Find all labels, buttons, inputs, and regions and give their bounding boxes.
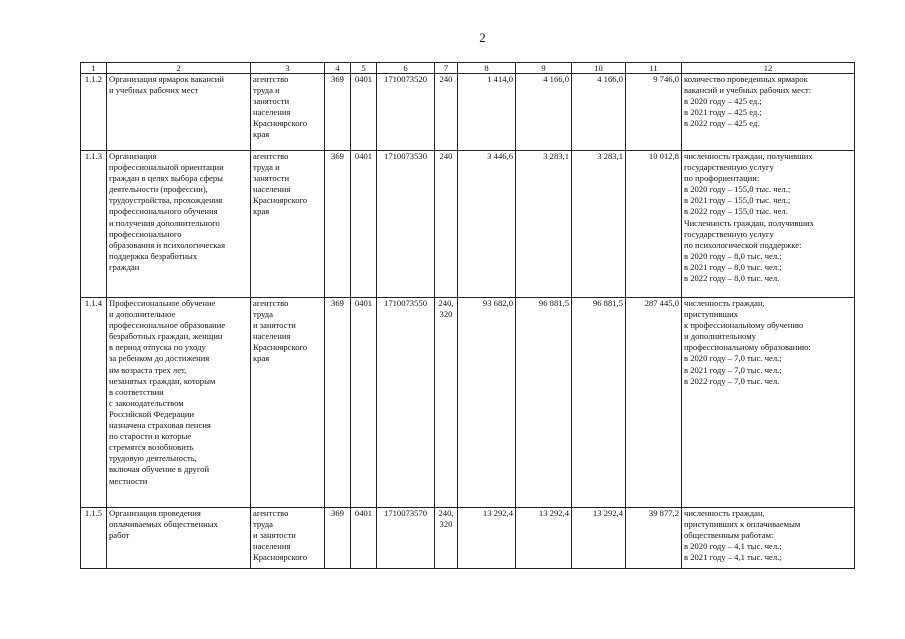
responsible-agency: агентство труда и занятости населения Красноярского <box>251 508 325 569</box>
row-number: 1.1.3 <box>81 151 107 298</box>
column-header: 4 <box>325 63 351 74</box>
code-grbs: 369 <box>325 298 351 508</box>
expected-result: численность граждан, приступивших к оплачиваемым общественным работам: в 2020 году – 4,1 тыс. чел.; в 2021 году – 4,1 тыс. чел.; <box>682 508 855 569</box>
amount-2021: 96 881,5 <box>516 298 572 508</box>
column-header: 8 <box>458 63 516 74</box>
code-vr: 240, 320 <box>435 298 458 508</box>
row-number: 1.1.5 <box>81 508 107 569</box>
amount-2021: 3 283,1 <box>516 151 572 298</box>
amount-total: 10 012,8 <box>626 151 682 298</box>
column-header: 10 <box>572 63 626 74</box>
code-rzpr: 0401 <box>351 151 377 298</box>
measure-name: Организация ярмарок вакансий и учебных рабочих мест <box>107 74 251 151</box>
code-vr: 240, 320 <box>435 508 458 569</box>
row-number: 1.1.4 <box>81 298 107 508</box>
measure-name: Организация проведения оплачиваемых общественных работ <box>107 508 251 569</box>
column-header: 7 <box>435 63 458 74</box>
amount-2021: 13 292,4 <box>516 508 572 569</box>
table-row <box>81 298 855 508</box>
amount-2020: 13 292,4 <box>458 508 516 569</box>
responsible-agency: агентство труда и занятости населения Красноярского края <box>251 151 325 298</box>
amount-2022: 4 166,0 <box>572 74 626 151</box>
table-row <box>81 74 855 151</box>
code-csr: 1710073530 <box>377 151 435 298</box>
code-rzpr: 0401 <box>351 508 377 569</box>
amount-total: 287 445,0 <box>626 298 682 508</box>
column-header: 3 <box>251 63 325 74</box>
amount-2022: 3 283,1 <box>572 151 626 298</box>
column-header: 1 <box>81 63 107 74</box>
responsible-agency: агентство труда и занятости населения Красноярского края <box>251 298 325 508</box>
code-csr: 1710073570 <box>377 508 435 569</box>
column-header: 5 <box>351 63 377 74</box>
amount-2022: 96 881,5 <box>572 298 626 508</box>
amount-2022: 13 292,4 <box>572 508 626 569</box>
table-row <box>81 151 855 298</box>
code-vr: 240 <box>435 151 458 298</box>
amount-total: 39 877,2 <box>626 508 682 569</box>
code-grbs: 369 <box>325 151 351 298</box>
column-header: 11 <box>626 63 682 74</box>
code-vr: 240 <box>435 74 458 151</box>
amount-2020: 1 414,0 <box>458 74 516 151</box>
row-number: 1.1.2 <box>81 74 107 151</box>
column-header: 12 <box>682 63 855 74</box>
measure-name: Профессиональное обучение и дополнительное профессиональное образование безработных граждан, женщин в период отпуска по уходу за ребенком до достижения им возраста трех лет, незанятых граждан, которым в соответствии с законодательством Российской Федерации назначена страховая пенсия по старости и которые стремятся возобновить трудовую деятельность, включая обучение в другой местности <box>107 298 251 508</box>
code-rzpr: 0401 <box>351 298 377 508</box>
table-row <box>81 508 855 569</box>
expected-result: численность граждан, получивших государственную услугу по профориентации: в 2020 году – 155,0 тыс. чел.; в 2021 году – 155,0 тыс. чел.; в 2022 году – 155,0 тыс. чел. Численность граждан, получивших государственную услугу по психологической поддержке: в 2020 году – 8,0 тыс. чел.; в 2021 году – 8,0 тыс. чел.; в 2022 году – 8,0 тыс. чел. <box>682 151 855 298</box>
column-number-row <box>81 63 855 74</box>
code-grbs: 369 <box>325 508 351 569</box>
amount-2021: 4 166,0 <box>516 74 572 151</box>
code-grbs: 369 <box>325 74 351 151</box>
code-csr: 1710073550 <box>377 298 435 508</box>
column-header: 9 <box>516 63 572 74</box>
amount-2020: 3 446,6 <box>458 151 516 298</box>
code-csr: 1710073520 <box>377 74 435 151</box>
amount-2020: 93 682,0 <box>458 298 516 508</box>
expected-result: количество проведенных ярмарок вакансий и учебных рабочих мест: в 2020 году – 425 ед.; в 2021 году – 425 ед.; в 2022 году – 425 ед. <box>682 74 855 151</box>
column-header: 6 <box>377 63 435 74</box>
expected-result: численность граждан, приступивших к профессиональному обучению и дополнительному профессиональному образованию: в 2020 году – 7,0 тыс. чел.; в 2021 году – 7,0 тыс. чел.; в 2022 году – 7,0 тыс. чел. <box>682 298 855 508</box>
code-rzpr: 0401 <box>351 74 377 151</box>
page-number: 2 <box>479 30 486 45</box>
column-header: 2 <box>107 63 251 74</box>
program-table <box>80 62 855 569</box>
measure-name: Организация профессиональной ориентации граждан в целях выбора сферы деятельности (профессии), трудоустройства, прохождения профессионального обучения и получения дополнительного профессионального образования и психологическая поддержка безработных граждан <box>107 151 251 298</box>
amount-total: 9 746,0 <box>626 74 682 151</box>
responsible-agency: агентство труда и занятости населения Красноярского края <box>251 74 325 151</box>
